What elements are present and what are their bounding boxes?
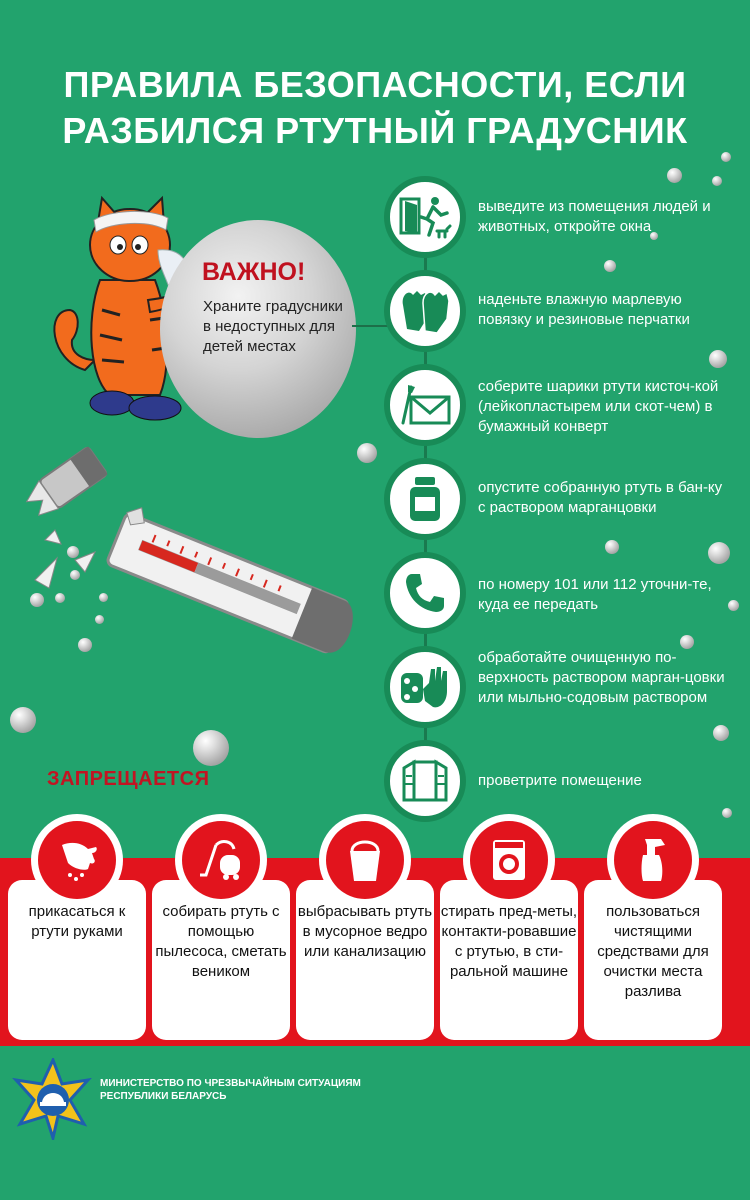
forbidden-badge-3 — [319, 814, 411, 906]
open-window-icon — [400, 758, 450, 804]
step-6-text: обработайте очищенную по-верхность раствором марган-цовки или мыльно-содовым раствором — [478, 649, 725, 706]
step-7-text: проветрите помещение — [478, 772, 642, 789]
forbidden-text-1: прикасаться к ртути руками — [28, 903, 126, 940]
broken-thermometer-illustration — [25, 440, 365, 680]
step-1-badge — [384, 176, 466, 258]
exit-door-icon — [397, 193, 453, 241]
step-4-text: опустите собранную ртуть в бан-ку с раствором марганцовки — [478, 479, 723, 516]
step-5-badge — [384, 552, 466, 634]
forbidden-text-3: выбрасывать ртуть в мусорное ведро или канализацию — [297, 903, 433, 960]
step-3-text: соберите шарики ртути кисточ-кой (лейкопластырем или скот-чем) в бумажный конверт — [478, 378, 719, 435]
forbidden-title: ЗАПРЕЩАЕТСЯ — [47, 768, 210, 790]
washing-machine-icon — [487, 836, 531, 884]
jar-icon — [405, 473, 445, 525]
forbidden-badge-5 — [607, 814, 699, 906]
forbidden-badge-4 — [463, 814, 555, 906]
forbidden-badge-1 — [31, 814, 123, 906]
bucket-icon — [340, 835, 390, 885]
important-text: Храните градусники в недоступных для детей местах — [203, 298, 343, 355]
vacuum-cleaner-icon — [196, 835, 246, 885]
important-title: ВАЖНО! — [202, 258, 306, 286]
forbidden-text-5: пользоваться чистящими средствами для очистки места разлива — [597, 903, 709, 1000]
step-5-text: по номеру 101 или 112 уточни-те, куда ее передать — [478, 576, 712, 613]
envelope-brush-icon — [397, 379, 453, 431]
step-6-badge — [384, 646, 466, 728]
gloves-icon — [397, 285, 453, 337]
mchs-emblem-logo — [12, 1058, 94, 1140]
ministry-line-2: РЕСПУБЛИКИ БЕЛАРУСЬ — [100, 1091, 227, 1102]
step-7-badge — [384, 740, 466, 822]
step-4-badge — [384, 458, 466, 540]
step-3-badge — [384, 364, 466, 446]
title-line-1: ПРАВИЛА БЕЗОПАСНОСТИ, ЕСЛИ — [63, 64, 687, 105]
step-2-badge — [384, 270, 466, 352]
forbidden-text-4: стирать пред-меты, контакти-ровавшие с ртутью, в сти-ральной машине — [440, 903, 578, 980]
spray-bottle-icon — [631, 835, 675, 885]
ministry-name — [100, 1077, 361, 1103]
step-1-text: выведите из помещения людей и животных, откройте окна — [478, 198, 711, 235]
step-2-text: наденьте влажную марлевую повязку и резиновые перчатки — [478, 291, 690, 328]
ministry-line-1: МИНИСТЕРСТВО ПО ЧРЕЗВЫЧАЙНЫМ СИТУАЦИЯМ — [100, 1078, 361, 1089]
forbidden-badge-2 — [175, 814, 267, 906]
cleaning-glove-icon — [395, 661, 455, 713]
page-title — [0, 62, 750, 154]
forbidden-text-2: собирать ртуть с помощью пылесоса, сметать веником — [155, 903, 287, 980]
title-line-2: РАЗБИЛСЯ РТУТНЫЙ ГРАДУСНИК — [62, 110, 688, 151]
hand-touching-icon — [52, 835, 102, 885]
phone-icon — [402, 570, 448, 616]
